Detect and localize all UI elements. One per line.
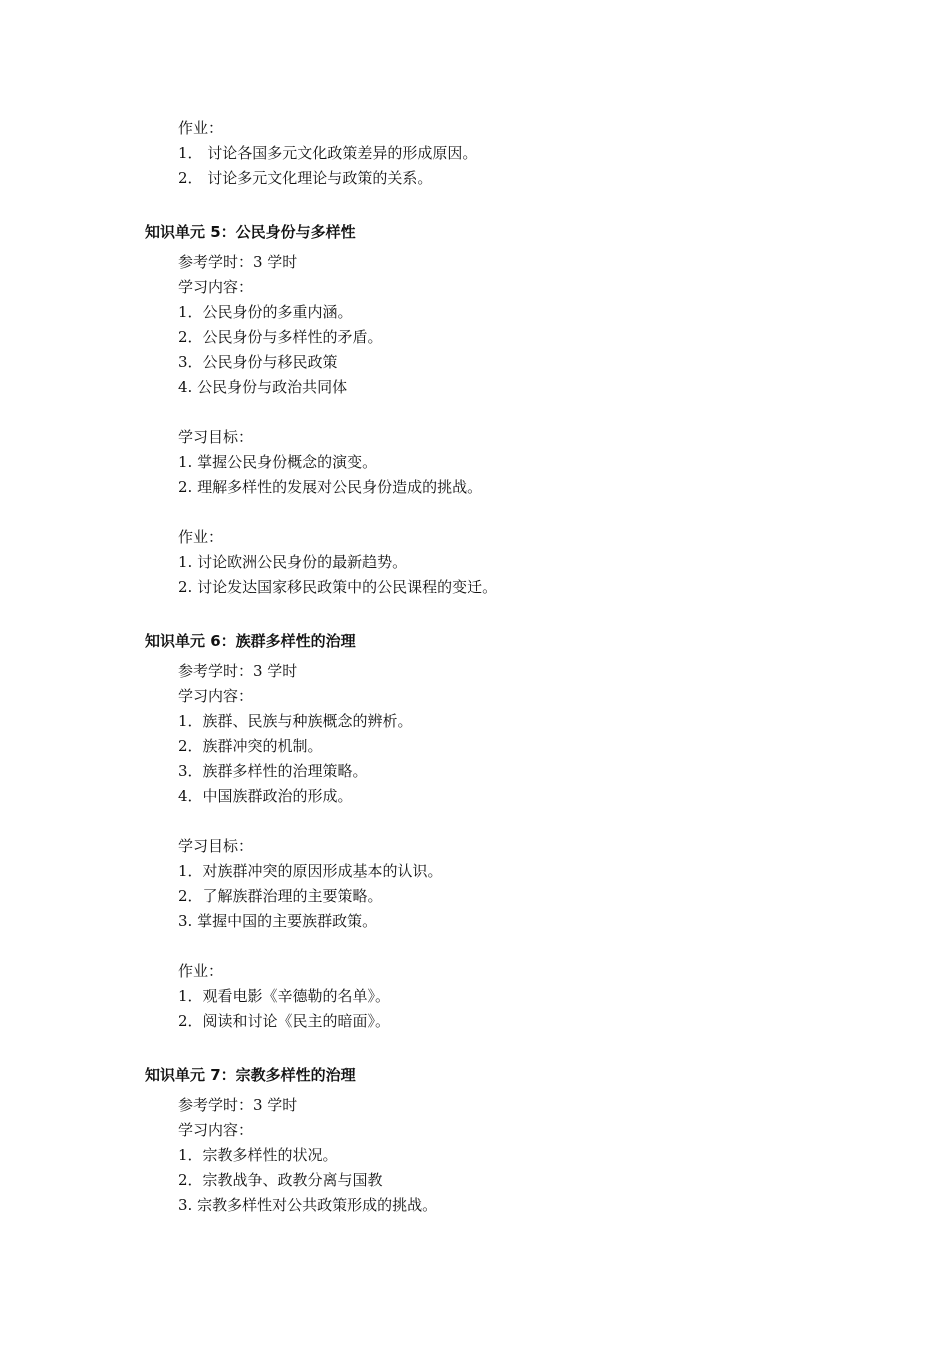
unit5-content-label: 学习内容： <box>178 278 254 296</box>
unit4-homework-item: 1． 讨论各国多元文化政策差异的形成原因。 <box>178 144 478 162</box>
unit6-content-item: 4．中国族群政治的形成。 <box>178 787 353 805</box>
unit4-homework-item: 2． 讨论多元文化理论与政策的关系。 <box>178 169 433 187</box>
unit6-goal-item: 2．了解族群治理的主要策略。 <box>178 887 383 905</box>
unit6-homework-item: 1．观看电影《辛德勒的名单》。 <box>178 987 391 1005</box>
unit6-hours: 参考学时：3 学时 <box>178 662 298 680</box>
unit5-homework-label: 作业： <box>178 528 224 546</box>
unit6-goal-item: 1．对族群冲突的原因形成基本的认识。 <box>178 862 443 880</box>
unit7-content-item: 1．宗教多样性的状况。 <box>178 1146 338 1164</box>
unit7-content-item: 2．宗教战争、政教分离与国教 <box>178 1171 383 1189</box>
unit6-homework-item: 2．阅读和讨论《民主的暗面》。 <box>178 1012 391 1030</box>
unit6-homework-label: 作业： <box>178 962 224 980</box>
unit7-content-item: 3. 宗教多样性对公共政策形成的挑战。 <box>178 1196 438 1214</box>
unit6-content-item: 1．族群、民族与种族概念的辨析。 <box>178 712 413 730</box>
unit4-homework-label: 作业： <box>178 119 224 137</box>
unit5-title: 知识单元 5：公民身份与多样性 <box>145 223 356 241</box>
unit5-goals-label: 学习目标： <box>178 428 254 446</box>
unit5-goal-item: 2. 理解多样性的发展对公民身份造成的挑战。 <box>178 478 483 496</box>
unit5-homework-item: 1. 讨论欧洲公民身份的最新趋势。 <box>178 553 408 571</box>
unit5-content-item: 1．公民身份的多重内涵。 <box>178 303 353 321</box>
unit7-title: 知识单元 7：宗教多样性的治理 <box>145 1066 356 1084</box>
unit5-homework-item: 2. 讨论发达国家移民政策中的公民课程的变迁。 <box>178 578 498 596</box>
unit5-content-item: 2．公民身份与多样性的矛盾。 <box>178 328 383 346</box>
unit5-hours: 参考学时：3 学时 <box>178 253 298 271</box>
unit6-goals-label: 学习目标： <box>178 837 254 855</box>
unit5-content-item: 4. 公民身份与政治共同体 <box>178 378 348 396</box>
unit6-content-label: 学习内容： <box>178 687 254 705</box>
unit6-content-item: 2．族群冲突的机制。 <box>178 737 323 755</box>
unit6-content-item: 3．族群多样性的治理策略。 <box>178 762 368 780</box>
unit6-title: 知识单元 6：族群多样性的治理 <box>145 632 356 650</box>
unit6-goal-item: 3. 掌握中国的主要族群政策。 <box>178 912 378 930</box>
unit5-goal-item: 1. 掌握公民身份概念的演变。 <box>178 453 378 471</box>
unit5-content-item: 3．公民身份与移民政策 <box>178 353 338 371</box>
unit7-content-label: 学习内容： <box>178 1121 254 1139</box>
unit7-hours: 参考学时：3 学时 <box>178 1096 298 1114</box>
